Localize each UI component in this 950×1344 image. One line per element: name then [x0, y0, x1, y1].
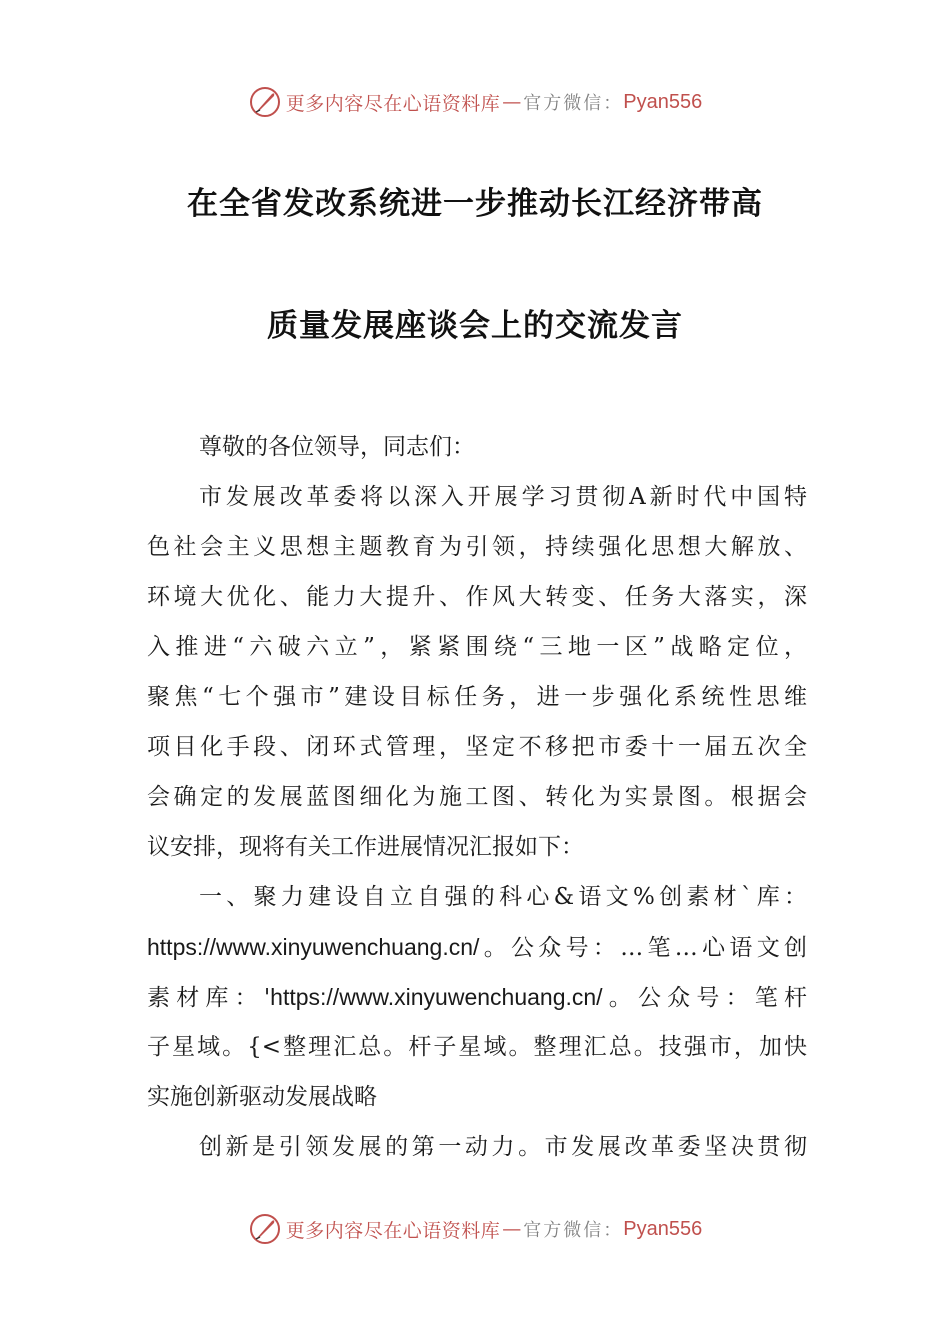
section-1-heading-line: 一、聚力建设自立自强的科心&语文%创素材`库：: [199, 884, 807, 910]
paragraph-1-line: 聚焦“七个强市”建设目标任务，进一步强化系统性思维: [147, 684, 807, 710]
paragraph-2-line: 创新是引领发展的第一动力。市发展改革委坚决贯彻: [199, 1134, 807, 1160]
section-1-line: 实施创新驱动发展战略: [147, 1084, 377, 1110]
paragraph-1-line: 议安排，现将有关工作进展情况汇报如下：: [147, 834, 584, 860]
paragraph-1-line: 市发展改革委将以深入开展学习贯彻A新时代中国特: [199, 484, 807, 510]
banner-dash: —: [502, 1218, 522, 1240]
paragraph-1-line: 会确定的发展蓝图细化为施工图、转化为实景图。根据会: [147, 784, 807, 810]
greeting-line: 尊敬的各位领导，同志们：: [199, 434, 475, 460]
document-title-line-1: 在全省发改系统进一步推动长江经济带高: [187, 186, 763, 222]
banner-dash: —: [502, 91, 522, 113]
section-1-text: 。公众号：…笔…心语文创: [479, 935, 807, 961]
feather-pen-circle-icon: [248, 85, 282, 119]
banner-brand-text: 更多内容尽在心语资料库: [285, 92, 501, 115]
banner-wechat-label: 官方微信：: [523, 93, 624, 114]
section-1-text: 。公众号：笔杆: [602, 985, 808, 1011]
banner-wechat-id: Pyan556: [623, 1217, 703, 1240]
paragraph-1-line: 入推进“六破六立”，紧紧围绕“三地一区”战略定位，: [147, 634, 807, 660]
section-1-line: [147, 928, 807, 978]
banner-brand-text: 更多内容尽在心语资料库: [285, 1219, 501, 1242]
section-1-line: 子星域。{<整理汇总。杆子星域。整理汇总。技强市，加快: [147, 1034, 807, 1060]
paragraph-1-line: 环境大优化、能力大提升、作风大转变、任务大落实，深: [147, 584, 807, 610]
banner-wechat-id: Pyan556: [623, 90, 703, 113]
header-watermark-banner: [0, 82, 950, 122]
banner-wechat-label: 官方微信：: [523, 1220, 624, 1241]
feather-pen-circle-icon: [248, 1212, 282, 1246]
section-1-line: [147, 978, 807, 1028]
website-link[interactable]: https://www.xinyuwenchuang.cn/: [147, 934, 480, 960]
paragraph-1-line: 色社会主义思想主题教育为引领，持续强化思想大解放、: [147, 534, 807, 560]
section-1-text: 素材库：': [147, 985, 271, 1011]
website-link[interactable]: https://www.xinyuwenchuang.cn/: [270, 984, 603, 1010]
paragraph-1-line: 项目化手段、闭环式管理，坚定不移把市委十一届五次全: [147, 734, 807, 760]
document-title-line-2: 质量发展座谈会上的交流发言: [267, 308, 683, 344]
footer-watermark-banner: [0, 1209, 950, 1249]
document-body: [147, 428, 807, 1178]
